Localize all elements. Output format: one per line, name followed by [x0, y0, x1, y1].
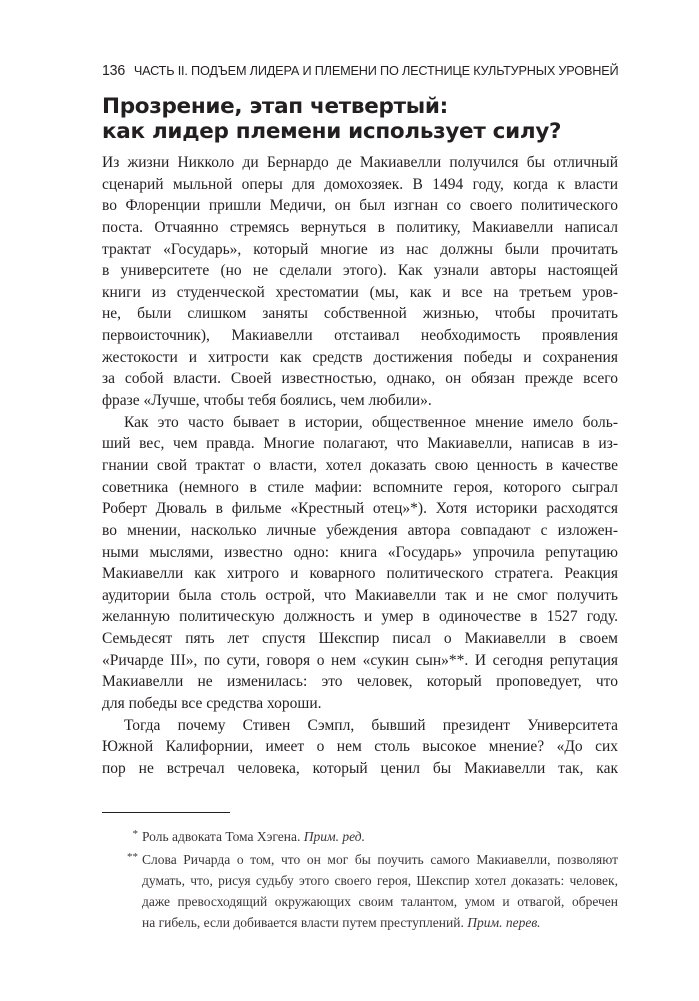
text-line: ными мыслями, известно одно: книга «Государь» упрочила репутацию: [102, 543, 618, 561]
text-line: во мнении, насколько личные убеждения автора совпадают с изложен-: [102, 521, 618, 539]
text-line: поста. Отчаянно стремясь вернуться в политику, Макиавелли написал: [102, 218, 618, 236]
text-line: Из жизни Никколо ди Бернардо де Макиавелли получился бы отличный: [102, 154, 618, 171]
text-line: Семьдесят пять лет спустя Шекспир писал о Макиавелли в своем: [102, 630, 618, 648]
footnote-marker: *: [132, 828, 138, 840]
footnote-text: Роль адвоката Тома Хэгена.: [142, 829, 301, 844]
text-line: для победы все средства хороши.: [102, 695, 322, 713]
text-line: «Ричарде III», по сути, говоря о нем «сукин сын»**. И сегодня репутация: [102, 651, 618, 669]
text-line: аудитории была столь острой, что Макиавелли так и не смог получить: [102, 586, 618, 604]
text-line: Макиавелли не изменилась: это человек, который проповедует, что: [102, 673, 618, 691]
text-line: за собой власти. Своей известностью, однако, он обязан прежде всего: [102, 370, 618, 388]
section-heading: [102, 94, 561, 144]
text-line: желанную политическую должность и умер в одиночестве в 1527 году.: [102, 608, 618, 626]
text-line: Макиавелли как хитрого и коварного политического стратега. Реакция: [102, 565, 618, 583]
running-title: ЧАСТЬ II. ПОДЪЕМ ЛИДЕРА И ПЛЕМЕНИ ПО ЛЕСТНИЦЕ КУЛЬТУРНЫХ УРОВНЕЙ: [133, 63, 619, 78]
text-line: во Флоренции пришли Медичи, он был изгнан со своего политического: [102, 197, 618, 215]
text-line: Как это часто бывает в истории, общественное мнение имело боль-: [124, 413, 618, 431]
footnote-divider: [102, 812, 230, 813]
text-line: в университете (но не сделали этого). Как узнали авторы настоящей: [102, 262, 618, 280]
text-line: первоисточник), Макиавелли отстаивал необходимость проявления: [102, 327, 618, 345]
text-line: советника (немного в стиле мафии: вспомните героя, которого сыграл: [102, 478, 618, 496]
text-line: не, были слишком заняты собственной жизнью, чтобы прочитать: [102, 305, 618, 323]
text-line: книги из студенческой хрестоматии (мы, как и все на третьем уров-: [102, 283, 618, 301]
heading-line: Прозрение, этап четвертый:: [102, 94, 448, 119]
text-line: жестокости и хитрости как средств достижения победы и сохранения: [102, 348, 618, 366]
running-header: [102, 63, 618, 79]
text-line: гнании свой трактат о власти, хотел доказать свою ценность в качестве: [102, 456, 618, 474]
footnote-note: Прим. ред.: [303, 829, 365, 844]
text-line: пор не встречал человека, который ценил бы Макиавелли так, как: [102, 759, 618, 777]
footnote: [102, 849, 618, 933]
text-line: Роберт Дюваль в фильме «Крестный отец»*). Хотя историки расходятся: [102, 500, 618, 518]
footnotes: [102, 826, 618, 933]
footnote-line-last: [142, 912, 618, 933]
footnote-line: Слова Ричарда о том, что он мог бы поучить самого Макиавелли, позволяют: [142, 852, 618, 867]
text-line: сценарий мыльной оперы для домохозяек. В 1494 году, когда к власти: [102, 175, 618, 193]
body-text: [102, 152, 618, 780]
footnote-line: думать, что, рисуя судьбу этого своего героя, Шекспир хотел доказать: человек,: [142, 873, 618, 888]
text-line: Южной Калифорнии, имеет о нем столь высокое мнение? «До сих: [102, 738, 618, 756]
page-number: 136: [102, 63, 126, 79]
footnote: [102, 826, 618, 847]
heading-line: как лидер племени использует силу?: [102, 119, 562, 144]
footnote-line: даже превосходящий окружающих своим талантом, умом и отвагой, обречен: [142, 894, 618, 909]
footnote-note: Прим. перев.: [467, 915, 541, 930]
text-line: трактат «Государь», который многие из нас должны были прочитать: [102, 240, 618, 258]
text-line: фразе «Лучше, чтобы тебя боялись, чем любили».: [102, 392, 432, 410]
text-line: ший вес, чем правда. Многие полагают, что Макиавелли, написав в из-: [102, 435, 618, 453]
footnote-line: на гибель, если добивается власти путем преступлений.: [142, 915, 464, 930]
text-line: Тогда почему Стивен Сэмпл, бывший президент Университета: [124, 716, 618, 734]
footnote-marker: **: [127, 851, 138, 863]
